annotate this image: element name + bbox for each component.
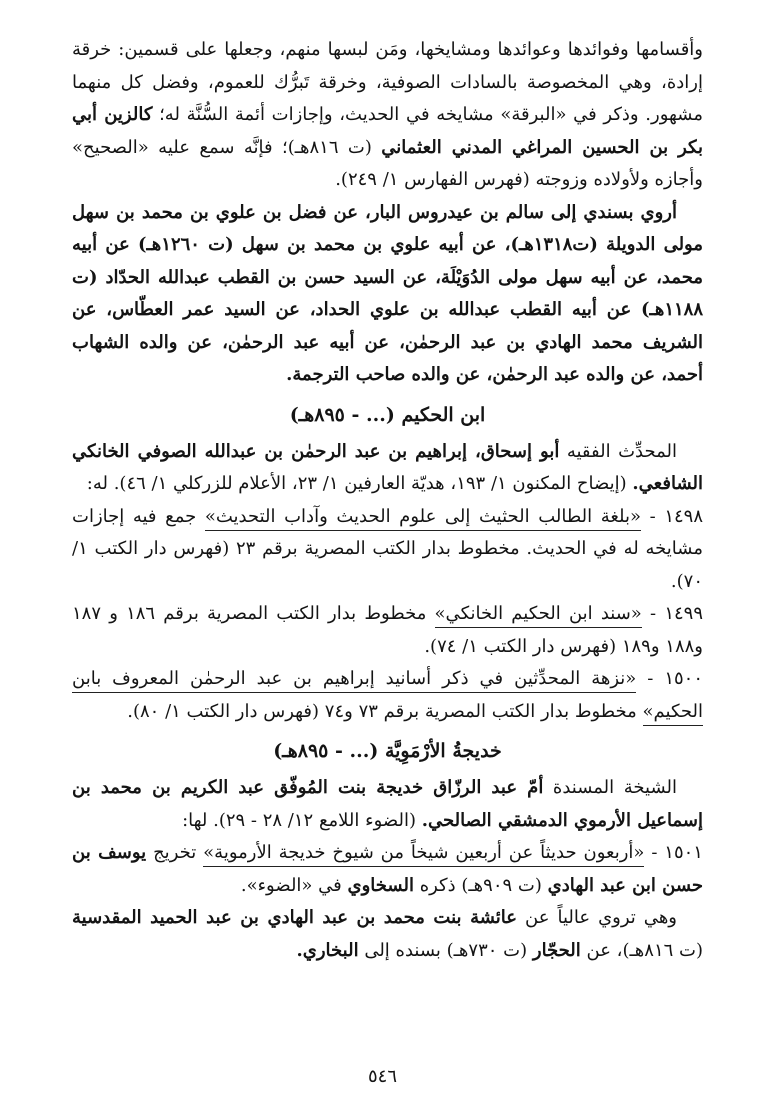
entry-1501 [72,837,703,902]
text: الشيخة المسندة [552,777,677,798]
entry-description: جمع فيه إجازات مشايخه له في الحديث. مخطوط بدار الكتب المصرية برقم ٢٣ (فهرس دار الكتب ١/ ٧٠). [72,505,703,592]
entry-1499 [72,598,703,663]
references: (إيضاح المكنون ١/ ١٩٣، هديّة العارفين ١/ ٢٣، الأعلام للزركلي ١/ ٤٦). [113,473,627,494]
entry-1500 [72,663,703,728]
label-lah: له: [86,473,108,494]
entry-number: ١٥٠١ - [651,842,703,863]
entry-number: ١٤٩٩ - [650,603,703,624]
entry-title: «نزهة المحدِّثين في ذكر أسانيد إبراهيم بن عبد الرحمٰن المعروف بابن الحكيم» [72,668,703,726]
person-name: السخاوي [347,874,414,896]
entry-title: «بلغة الطالب الحثيث إلى علوم الحديث وآداب التحديث» [205,506,641,531]
text: (ت ٨١٦هـ)، عن [586,939,703,961]
entry-heading-ibn-al-hakim: ابن الحكيم (... - ٨٩٥هـ) [289,403,486,426]
text: المحدِّث الفقيه [566,440,677,462]
text: تخريج [153,842,197,863]
paragraph-riwaya [72,902,703,967]
text: (ت ٨١٦هـ)؛ فإنَّه سمع عليه «الصحيح» وأجازه ولأولاده وزوجته (فهرس الفهارس ١/ ٢٤٩). [72,136,703,190]
text: (ت ٩٠٩هـ) ذكره [419,874,542,896]
text: (ت ٧٣٠هـ) بسنده إلى [364,939,528,961]
entry-number: ١٥٠٠ - [647,668,703,689]
text: وهي تروي عالياً عن [525,907,677,928]
entry-description: مخطوط بدار الكتب المصرية برقم ١٨٦ و ١٨٧ و١٨٨ و١٨٩ (فهرس دار الكتب ١/ ٧٤). [72,603,703,657]
paragraph-burqa [72,34,703,197]
person-name: كالزين أبي بكر بن الحسين المراغي المدني العثماني [72,104,703,158]
entry-number: ١٤٩٨ - [649,505,703,527]
person-name: عائشة بنت محمد بن عبد الهادي بن عبد الحميد المقدسية [72,907,518,928]
entry-title: «أربعون حديثاً عن أربعين شيخاً من شيوخ خديجة الأرموية» [203,842,644,867]
text: وأقسامها وفوائدها وعوائدها ومشايخها، ومَن لبسها منهم، وجعلها على قسمين: خرقة إرادة، وهي المخصوصة بالسادات الصوفية، وخرقة تَبرُّك للعموم، وفضل كل منهما مشهور. وذكر في «البرقة» مشايخه في الحديث، وإجازات أئمة السُّنَّة له؛ [72,39,703,125]
person-name: يوسف بن حسن ابن عبد الهادي [72,842,703,896]
isnad-text: أروي بسندي إلى سالم بن عيدروس البار، عن فضل بن علوي بن محمد بن سهل مولى الدويلة (ت١٣١٨هـ)، عن أبيه علوي بن محمد بن سهل (ت ١٢٦٠هـ) عن أبيه محمد، عن أبيه سهل مولى الدُوَيْلَة، عن السيد حسن بن القطب عبدالله الحدّاد (ت ١١٨٨هـ) عن أبيه القطب عبدالله بن علوي الحداد، عن السيد عمر العطّاس، عن الشريف محمد الهادي بن عبد الرحمٰن، عن أبيه عبد الرحمٰن، عن والده الشهاب أحمد، عن والده عبد الرحمٰن، عن والده صاحب الترجمة. [72,201,703,385]
paragraph-bio-khadija [72,772,703,837]
entry-description: مخطوط بدار الكتب المصرية برقم ٧٣ و٧٤ (فهرس دار الكتب ١/ ٨٠). [127,700,637,722]
entry-heading-khadija: خديجةُ الأرْمَوِيَّة (... - ٨٩٥هـ) [273,740,502,762]
text: في «الضوء». [240,874,342,896]
references: (الضوء اللامع ١٢/ ٢٨ - ٢٩). لها: [182,809,416,831]
entry-title: «سند ابن الحكيم الخانكي» [435,603,642,628]
person-name: الحجّار [532,939,581,961]
person-name: أبو إسحاق، إبراهيم بن عبد الرحمٰن بن عبدالله الصوفي الخانكي الشافعي. [72,440,703,494]
person-name: أمّ عبد الرزّاق خديجة بنت المُوفّق عبد الكريم بن محمد بن إسماعيل الأرموي الدمشقي الصالحي. [72,777,703,831]
page-number: ٥٤٦ [367,1066,397,1087]
person-name: البخاري. [296,939,359,961]
paragraph-isnad [72,197,703,392]
paragraph-bio-ibn-al-hakim [72,436,703,501]
entry-1498 [72,501,703,599]
